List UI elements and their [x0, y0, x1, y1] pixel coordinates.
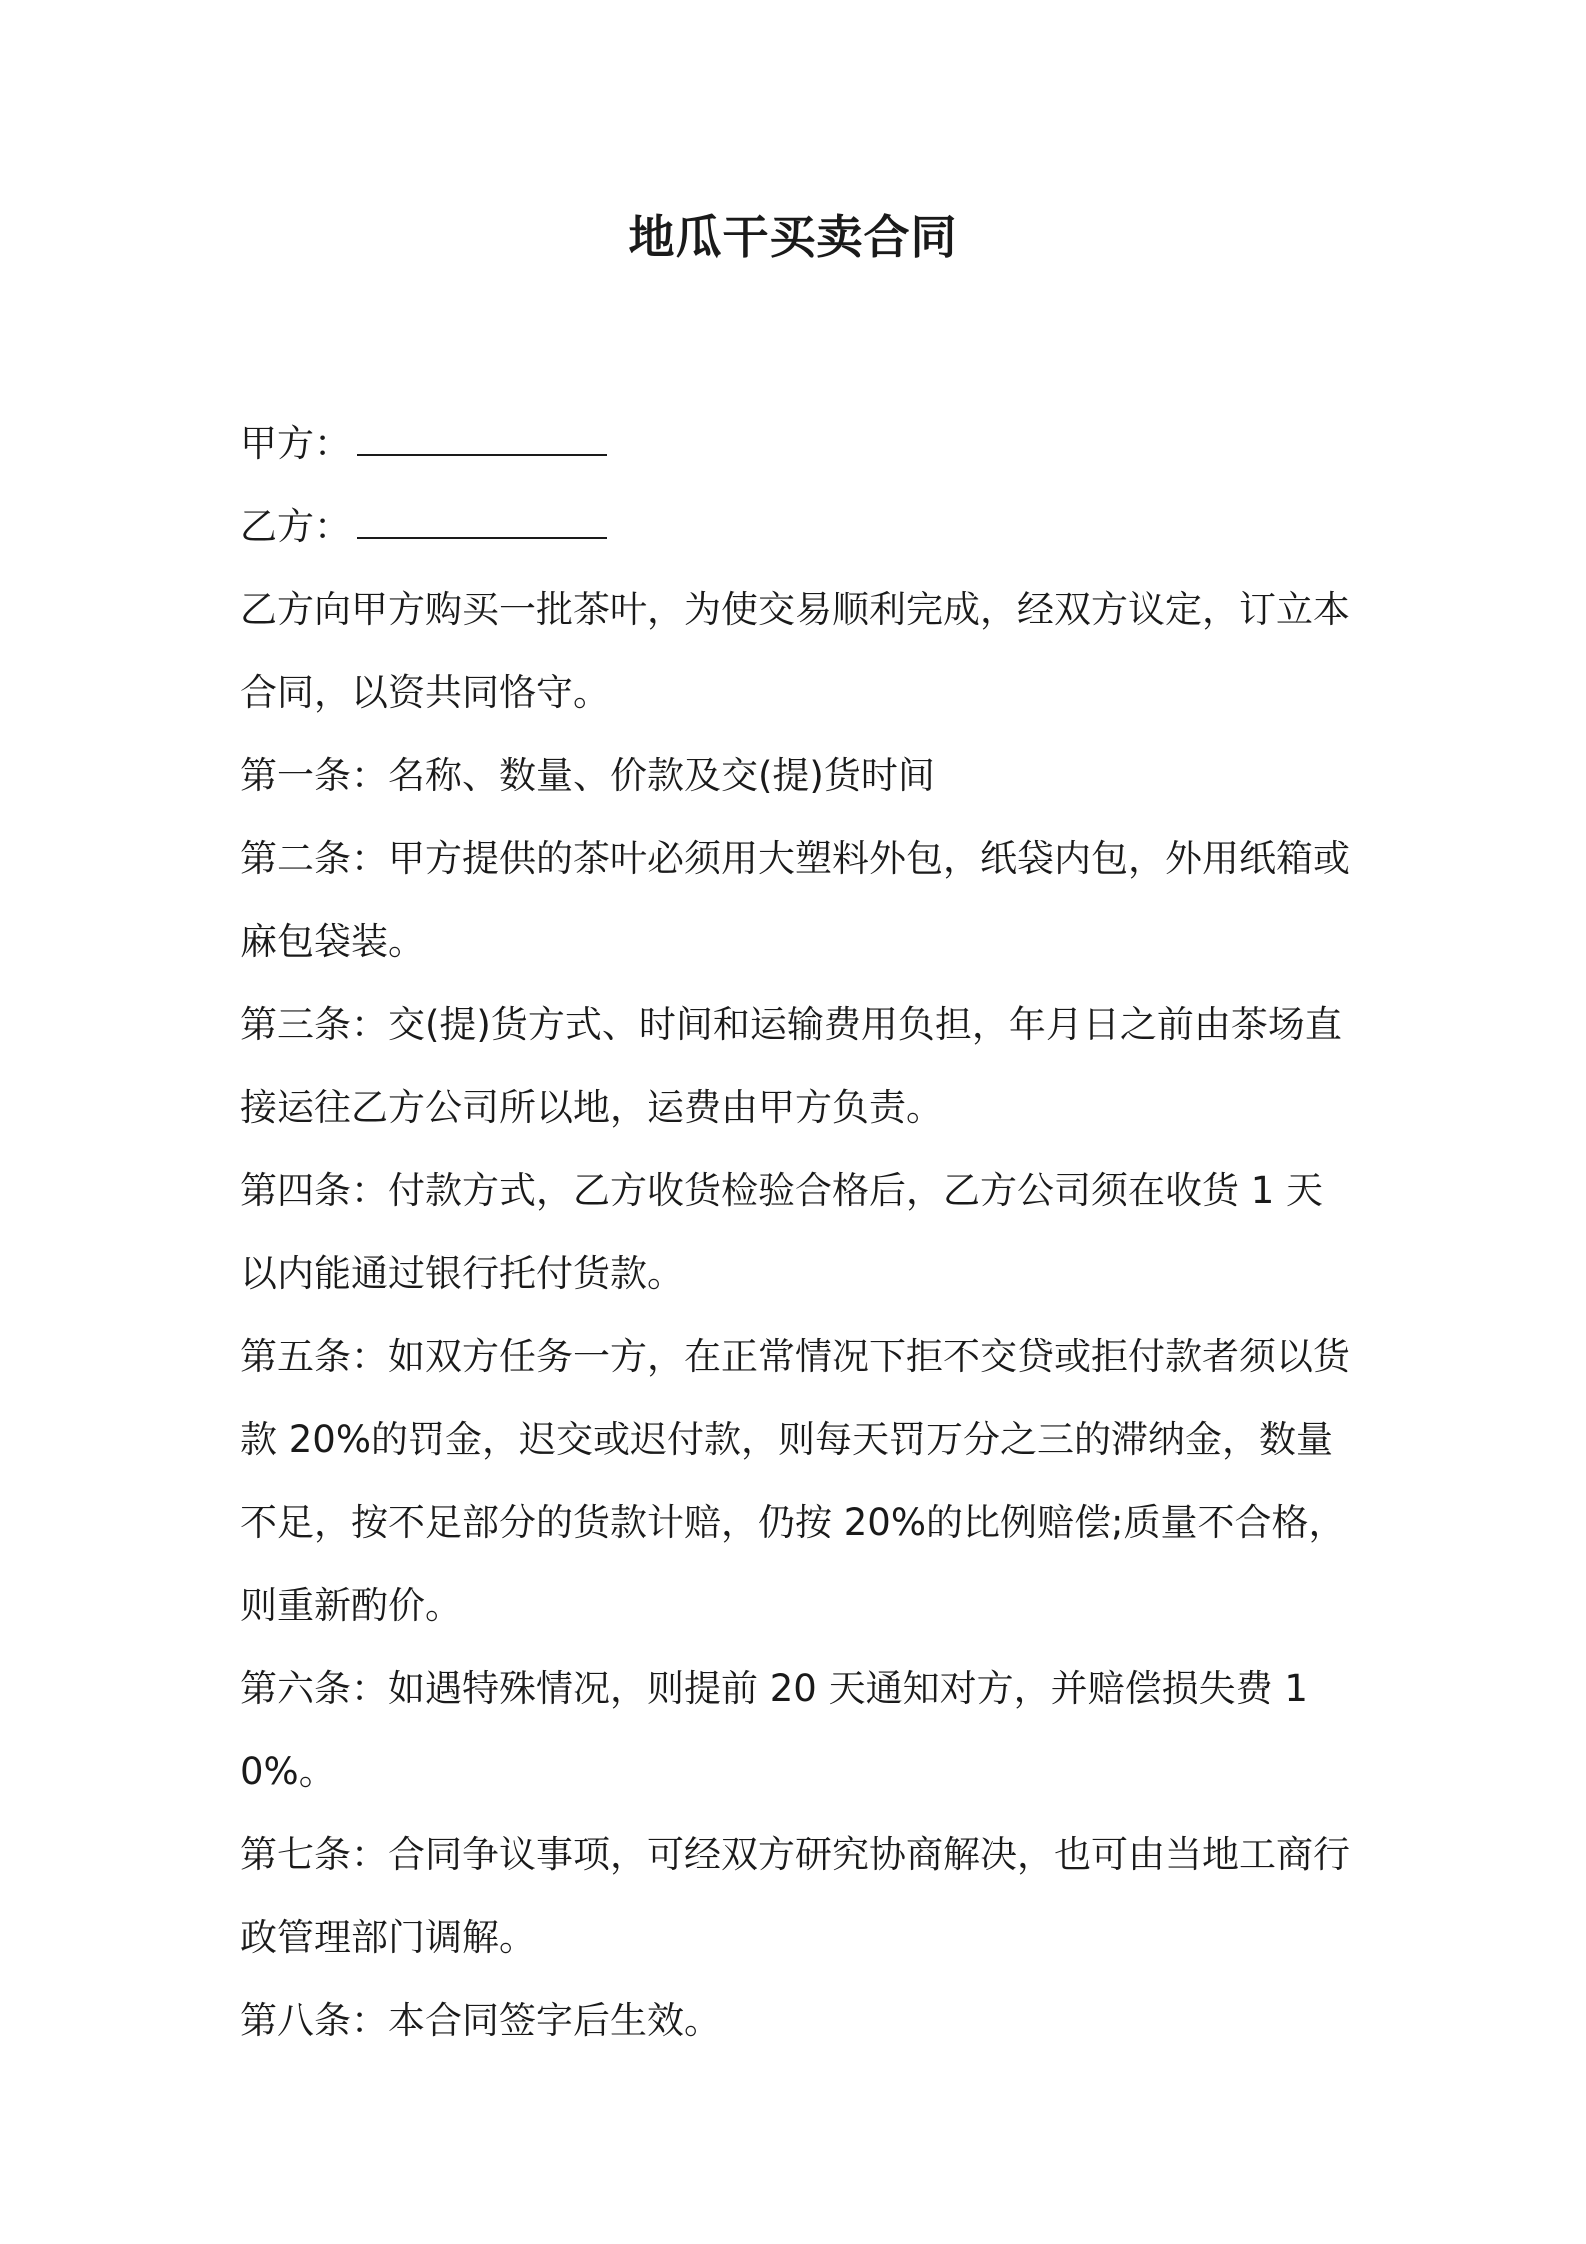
article-2: 第二条：甲方提供的茶叶必须用大塑料外包，纸袋内包，外用纸箱或麻包袋装。	[240, 837, 1350, 963]
article-3: 第三条：交(提)货方式、时间和运输费用负担，年月日之前由茶场直接运往乙方公司所以地，运费由甲方负责。	[240, 1003, 1342, 1129]
party-a-line	[240, 402, 1360, 485]
document-title: 地瓜干买卖合同	[628, 210, 958, 264]
party-a-blank	[357, 424, 607, 456]
article-7: 第七条：合同争议事项，可经双方研究协商解决，也可由当地工商行政管理部门调解。	[240, 1833, 1350, 1959]
party-b-line	[240, 485, 1360, 568]
party-b-label: 乙方：	[240, 505, 351, 548]
intro-paragraph: 乙方向甲方购买一批茶叶，为使交易顺利完成，经双方议定，订立本合同，以资共同恪守。	[240, 588, 1350, 714]
article-8: 第八条：本合同签字后生效。	[240, 1999, 721, 2042]
party-b-blank	[357, 507, 607, 539]
article-6: 第六条：如遇特殊情况，则提前 20 天通知对方，并赔偿损失费 10%。	[240, 1667, 1308, 1793]
article-4: 第四条：付款方式，乙方收货检验合格后，乙方公司须在收货 1 天以内能通过银行托付货款。	[240, 1169, 1324, 1295]
party-a-label: 甲方：	[240, 422, 351, 465]
article-5: 第五条：如双方任务一方，在正常情况下拒不交贷或拒付款者须以货款 20%的罚金，迟交或迟付款，则每天罚万分之三的滞纳金，数量不足，按不足部分的货款计赔，仍按 20%的比例赔偿;质量不合格，则重新酌价。	[240, 1335, 1350, 1627]
article-1: 第一条：名称、数量、价款及交(提)货时间	[240, 754, 935, 797]
document-body	[240, 402, 1360, 2062]
